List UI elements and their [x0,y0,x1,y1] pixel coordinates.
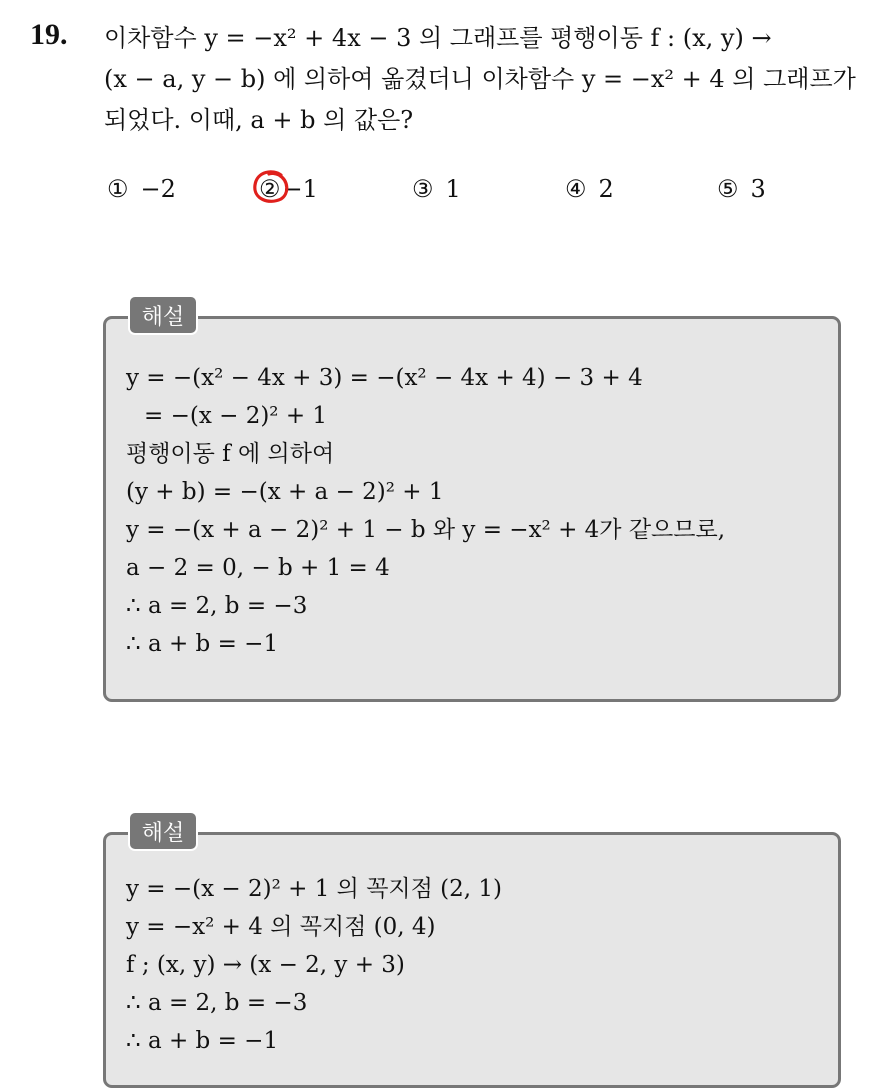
answer-choices [107,175,827,219]
choice-value: −2 [140,175,176,203]
question-number: 19. [30,18,68,51]
choice-mark: ② [259,175,281,203]
solution-box-2 [103,832,841,1088]
solution-line: ∴ a + b = −1 [126,1028,279,1054]
choice-value: 3 [750,175,766,203]
choice-4[interactable] [565,175,614,203]
choice-5[interactable] [717,175,766,203]
solution-line: f ; (x, y) → (x − 2, y + 3) [126,952,405,978]
question-line: (x − a, y − b) 에 의하여 옮겼더니 이차함수 y = −x² + 4 의 그래프가 [104,65,856,93]
solution-text [126,870,502,1060]
solution-line: ∴ a + b = −1 [126,631,279,657]
solution-line: = −(x − 2)² + 1 [144,403,328,429]
solution-box-1 [103,316,841,702]
solution-line: (y + b) = −(x + a − 2)² + 1 [126,479,444,505]
question-line: 이차함수 y = −x² + 4x − 3 의 그래프를 평행이동 f : (x, y) → [104,24,772,52]
choice-mark: ③ [412,175,434,203]
solution-label: 해설 [128,295,198,335]
choice-value: 1 [445,175,461,203]
solution-line: y = −(x − 2)² + 1 의 꼭지점 (2, 1) [126,876,502,902]
choice-mark: ④ [565,175,587,203]
question-line: 되었다. 이때, a + b 의 값은? [104,106,414,134]
choice-1[interactable] [107,175,176,203]
choice-mark: ⑤ [717,175,739,203]
solution-line: 평행이동 f 에 의하여 [126,441,335,467]
solution-text [126,359,725,663]
choice-mark: ① [107,175,129,203]
choice-2[interactable] [259,175,318,203]
solution-label: 해설 [128,811,198,851]
solution-line: ∴ a = 2, b = −3 [126,990,308,1016]
solution-line: ∴ a = 2, b = −3 [126,593,308,619]
solution-line: y = −(x² − 4x + 3) = −(x² − 4x + 4) − 3 + 4 [126,365,643,391]
question-text [104,18,874,141]
answer-circle-icon [251,169,291,207]
solution-line: y = −x² + 4 의 꼭지점 (0, 4) [126,914,436,940]
solution-line: a − 2 = 0, − b + 1 = 4 [126,555,390,581]
choice-value: 2 [598,175,614,203]
solution-line: y = −(x + a − 2)² + 1 − b 와 y = −x² + 4가 같으므로, [126,517,726,543]
choice-value: −1 [282,175,318,203]
choice-3[interactable] [412,175,461,203]
